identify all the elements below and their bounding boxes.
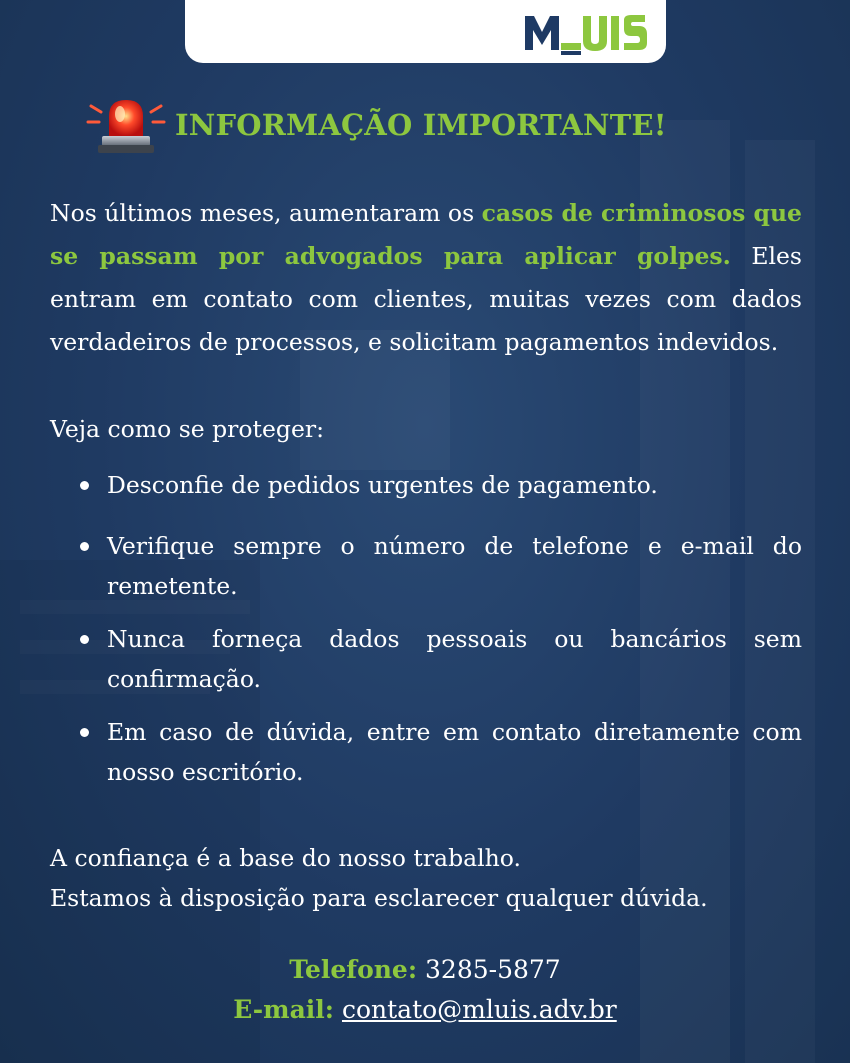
closing-section	[50, 838, 708, 918]
phone-label: Telefone:	[289, 955, 418, 984]
intro-paragraph	[50, 192, 802, 364]
list-item	[50, 465, 802, 505]
alarm-siren-icon	[85, 90, 167, 160]
tip-text: Em caso de dúvida, entre em contato diretamente com nosso escritório.	[107, 718, 802, 786]
email-label: E-mail:	[233, 995, 335, 1024]
heading	[85, 90, 667, 160]
list-item	[50, 619, 802, 699]
intro-highlight: casos de criminosos que se passam por advogados para aplicar golpes.	[50, 199, 802, 270]
page-title: INFORMAÇÃO IMPORTANTE!	[175, 108, 667, 142]
phone-line	[0, 950, 850, 990]
intro-text: Nos últimos meses, aumentaram os	[50, 199, 482, 227]
bullet-icon	[80, 635, 89, 644]
contact-section	[0, 950, 850, 1030]
tip-text: Verifique sempre o número de telefone e e-mail do remetente.	[107, 532, 802, 600]
bullet-icon	[80, 481, 89, 490]
tip-text: Nunca forneça dados pessoais ou bancários sem confirmação.	[107, 625, 802, 693]
bullet-icon	[80, 728, 89, 737]
closing-line: A confiança é a base do nosso trabalho.	[50, 844, 521, 872]
email-link[interactable]: contato@mluis.adv.br	[341, 995, 617, 1024]
phone-number[interactable]: 3285-5877	[425, 955, 561, 984]
bullet-icon	[80, 542, 89, 551]
tips-title: Veja como se proteger:	[50, 415, 325, 443]
intro-text-continued: Eles entram em contato com clientes, muitas vezes com dados verdadeiros de processos, e solicitam pagamentos indevidos.	[50, 242, 802, 356]
email-line	[0, 990, 850, 1030]
mluis-logo	[525, 12, 695, 56]
closing-line: Estamos à disposição para esclarecer qualquer dúvida.	[50, 884, 708, 912]
intro-section	[50, 192, 802, 364]
list-item	[50, 526, 802, 606]
list-item	[50, 712, 802, 792]
tip-text: Desconfie de pedidos urgentes de pagamento.	[107, 471, 658, 499]
logo-header	[185, 0, 666, 63]
